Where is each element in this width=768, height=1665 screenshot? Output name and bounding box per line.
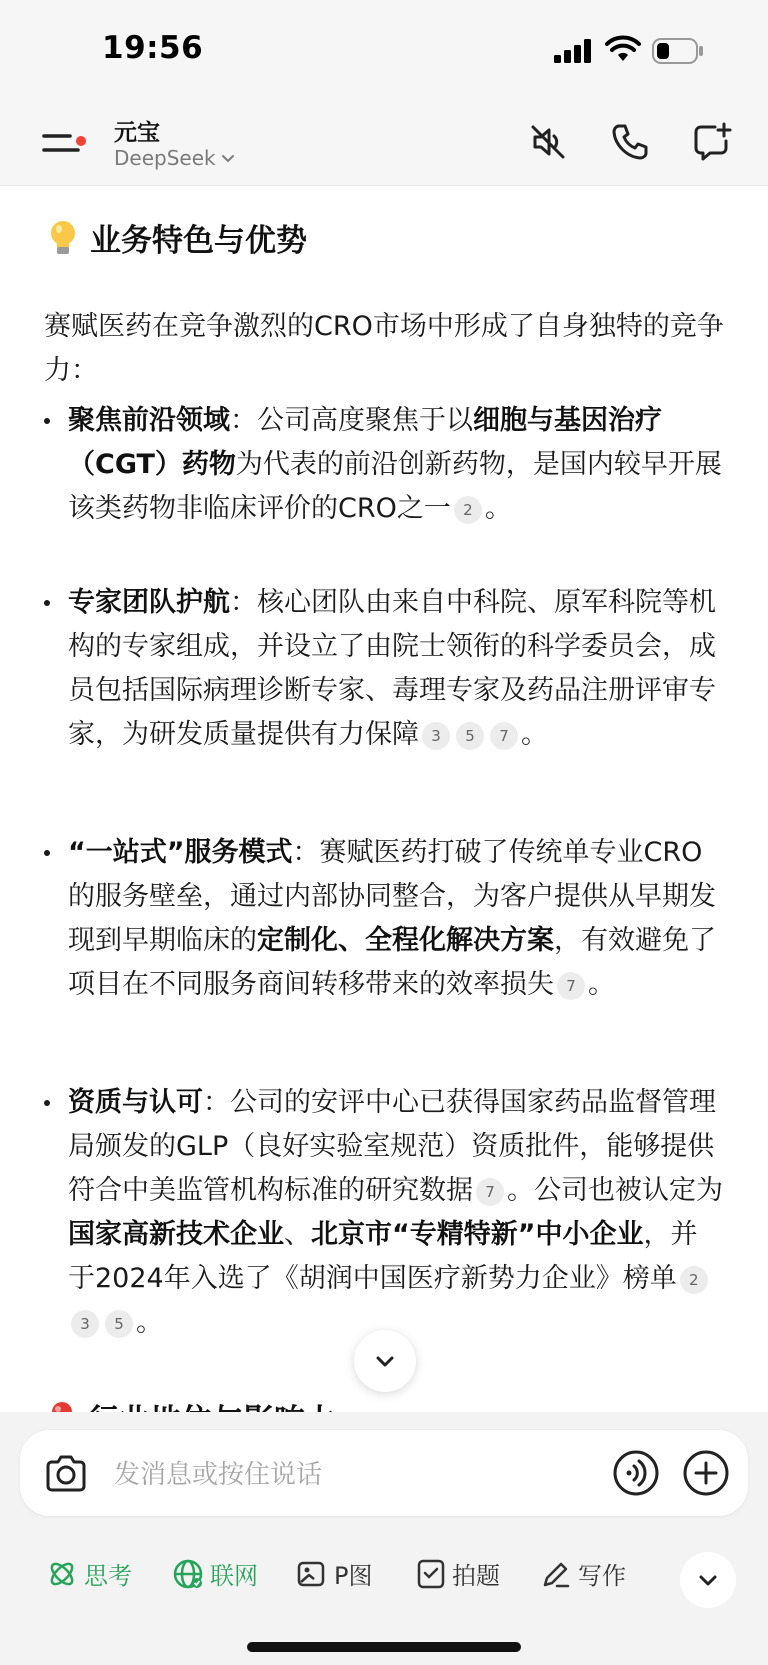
list-item-text: ：赛赋医药打破了传统单专业CRO的服务壁垒，通过内部协同整合，为客户提供从早期发现到早期临床的 xyxy=(68,837,716,956)
call-button[interactable] xyxy=(606,118,654,166)
tool-web-search[interactable] xyxy=(172,1556,258,1591)
header-actions xyxy=(524,118,736,166)
list-item-emphasis: 国家高新技术企业 xyxy=(68,1219,284,1250)
lightbulb-icon xyxy=(48,219,78,257)
list-item-text: ，并于2024年入选了《胡润中国医疗新势力企业》榜单 xyxy=(68,1219,698,1294)
tool-writing-label: 写作 xyxy=(578,1562,626,1590)
app-header xyxy=(0,100,768,186)
voice-call-button[interactable] xyxy=(612,1449,660,1497)
citation-badge[interactable]: 2 xyxy=(454,496,482,524)
chevron-down-icon xyxy=(372,1348,398,1374)
tool-image-edit-label: P图 xyxy=(334,1562,373,1590)
status-icons xyxy=(554,38,704,64)
new-chat-icon xyxy=(691,121,733,163)
list-item-text: 。 xyxy=(136,1307,163,1338)
list-item-text: 为代表的前沿创新药物，是国内较早开展该类药物非临床评价的CRO之一 xyxy=(68,449,722,524)
list-item xyxy=(44,1081,724,1345)
plus-icon xyxy=(682,1449,730,1497)
battery-icon xyxy=(652,38,704,64)
list-item-body xyxy=(68,399,724,531)
citation-badge[interactable]: 7 xyxy=(490,722,518,750)
add-attachment-button[interactable] xyxy=(682,1449,730,1497)
notification-dot xyxy=(76,136,86,146)
list-item-text: ，有效避免了项目在不同服务商间转移带来的效率损失 xyxy=(68,925,716,1000)
chevron-down-icon xyxy=(220,150,236,166)
citation-badge[interactable]: 3 xyxy=(71,1310,99,1338)
tool-scan-question-label: 拍题 xyxy=(452,1562,500,1590)
feature-toolbar xyxy=(0,1542,768,1618)
question-scan-icon xyxy=(416,1558,446,1590)
list-item-body xyxy=(68,581,724,757)
phone-icon xyxy=(609,121,651,163)
citation-badge[interactable]: 7 xyxy=(476,1178,504,1206)
toolbar-expand-button[interactable] xyxy=(680,1552,736,1608)
citation-badge[interactable]: 7 xyxy=(557,972,585,1000)
bullet-dot xyxy=(44,1100,50,1106)
list-item xyxy=(44,399,724,531)
chat-content[interactable] xyxy=(0,187,768,1412)
list-item xyxy=(44,581,724,757)
bullet-dot xyxy=(44,418,50,424)
speaker-muted-icon xyxy=(527,121,569,163)
model-name: DeepSeek xyxy=(114,146,216,170)
message-input-bar[interactable] xyxy=(20,1430,748,1516)
model-selector[interactable] xyxy=(114,146,236,170)
list-item-emphasis: 北京市“专精特新”中小企业 xyxy=(311,1219,644,1250)
camera-button[interactable] xyxy=(42,1450,90,1498)
citation-badge[interactable]: 5 xyxy=(105,1310,133,1338)
list-item-title: 聚焦前沿领域 xyxy=(68,405,230,436)
camera-icon xyxy=(42,1450,90,1498)
tool-web-search-label: 联网 xyxy=(210,1562,258,1590)
menu-button[interactable] xyxy=(40,120,86,164)
citation-badge[interactable]: 3 xyxy=(422,722,450,750)
list-item-text: 。 xyxy=(521,719,548,750)
signal-icon xyxy=(554,39,594,63)
new-chat-button[interactable] xyxy=(688,118,736,166)
bullet-dot xyxy=(44,600,50,606)
wifi-icon xyxy=(606,39,640,63)
citation-badge[interactable]: 2 xyxy=(680,1266,708,1294)
intro-paragraph: 赛赋医药在竞争激烈的CRO市场中形成了自身独特的竞争力： xyxy=(44,311,724,386)
bottom-panel xyxy=(0,1412,768,1665)
list-item-text: 。 xyxy=(484,493,512,524)
list-item-text: ：公司高度聚焦于以 xyxy=(230,405,473,436)
list-item-body xyxy=(68,1081,724,1345)
list-item-text: 。公司也被认定为 xyxy=(507,1175,723,1206)
home-indicator[interactable] xyxy=(247,1642,521,1652)
list-item-title: 专家团队护航 xyxy=(68,587,230,618)
citation-badge[interactable]: 5 xyxy=(456,722,484,750)
bullet-dot xyxy=(44,850,50,856)
tool-writing[interactable] xyxy=(540,1556,626,1591)
list-item-emphasis: 定制化、全程化解决方案 xyxy=(257,925,554,956)
status-bar xyxy=(0,0,768,100)
tool-think-label: 思考 xyxy=(84,1562,132,1590)
chevron-down-icon xyxy=(696,1568,720,1592)
section-heading xyxy=(48,215,307,260)
list-item-emphasis: 细胞与基因治疗（CGT）药物 xyxy=(68,405,662,480)
list-item-body xyxy=(68,831,724,1007)
pen-icon xyxy=(540,1558,572,1590)
mute-button[interactable] xyxy=(524,118,572,166)
image-edit-icon xyxy=(296,1558,328,1590)
status-time: 19:56 xyxy=(102,30,204,66)
list-item-text: 、 xyxy=(284,1219,311,1250)
list-item-title: “一站式”服务模式 xyxy=(68,837,293,868)
section-heading-text: 业务特色与优势 xyxy=(90,223,307,259)
list-item-text: ：公司的安评中心已获得国家药品监督管理局颁发的GLP（良好实验室规范）资质批件，能够提供符合中美监管机构标准的研究数据 xyxy=(68,1087,716,1206)
atom-icon xyxy=(46,1558,78,1590)
app-title: 元宝 xyxy=(114,120,160,146)
message-input[interactable]: 发消息或按住说话 xyxy=(114,1460,323,1490)
list-item-title: 资质与认可 xyxy=(68,1087,203,1118)
list-item-text: ：核心团队由来自中科院、原军科院等机构的专家组成，并设立了由院士领衔的科学委员会，成员包括国际病理诊断专家、毒理专家及药品注册评审专家，为研发质量提供有力保障 xyxy=(68,587,716,750)
list-item xyxy=(44,831,724,1007)
tool-scan-question[interactable] xyxy=(416,1556,500,1591)
scroll-to-bottom-button[interactable] xyxy=(354,1330,416,1392)
globe-icon xyxy=(172,1558,204,1590)
list-item-text: 。 xyxy=(588,969,615,1000)
tool-think[interactable] xyxy=(46,1556,132,1591)
voice-wave-icon xyxy=(612,1449,660,1497)
tool-image-edit[interactable] xyxy=(296,1556,372,1591)
